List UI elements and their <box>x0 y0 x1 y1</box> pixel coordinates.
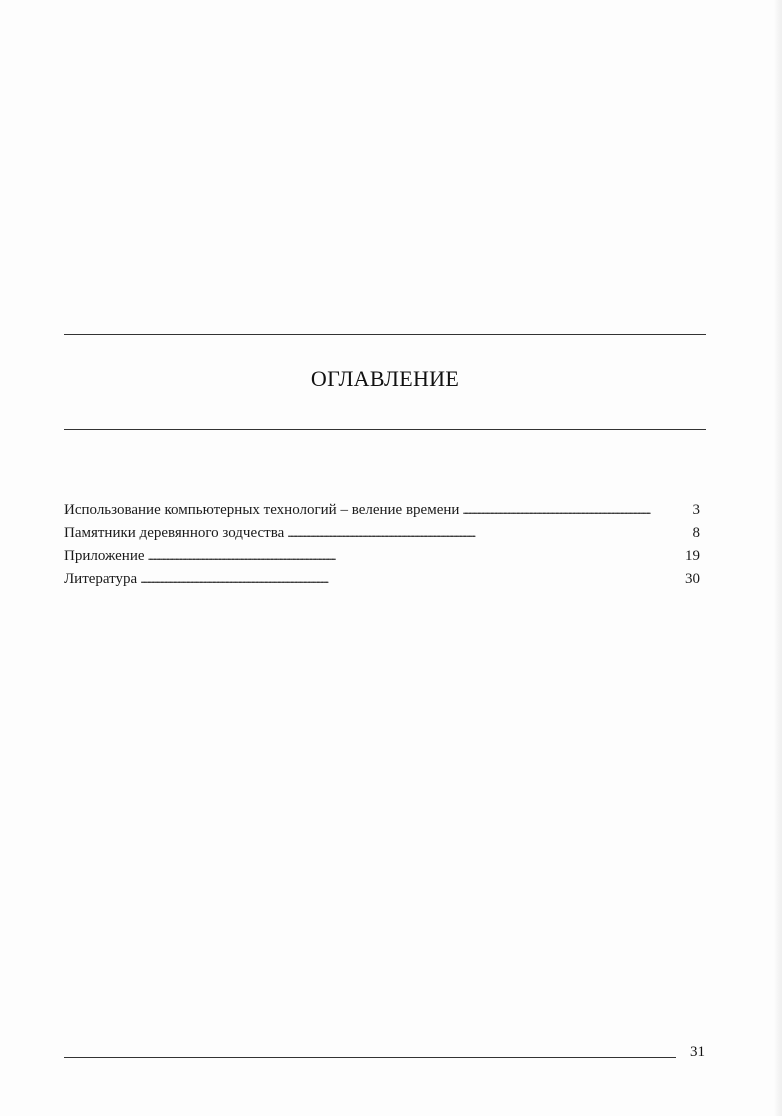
toc-entry-page: 3 <box>692 502 700 518</box>
toc-dot-leader <box>462 498 683 522</box>
toc-entry-title: Памятники деревянного зодчества <box>64 525 285 541</box>
toc-entry[interactable] <box>64 521 700 544</box>
toc-entry[interactable] <box>64 498 700 521</box>
footer-divider <box>64 1057 676 1058</box>
page-number: 31 <box>690 1044 705 1060</box>
toc-entry[interactable] <box>64 567 700 590</box>
toc-entry-title: Литература <box>64 571 138 587</box>
toc-entry-title: Приложение <box>64 548 145 564</box>
top-divider <box>64 334 706 335</box>
toc-entry-title: Использование компьютерных технологий – веление времени <box>64 502 460 518</box>
toc-entry[interactable] <box>64 544 700 567</box>
toc-entry-page: 30 <box>685 571 700 587</box>
page-title: ОГЛАВЛЕНИЕ <box>310 366 460 391</box>
toc-entry-page: 8 <box>692 525 700 541</box>
toc-dot-leader <box>140 567 682 591</box>
page-edge-shadow <box>774 0 782 1116</box>
table-of-contents <box>64 498 700 590</box>
toc-dot-leader <box>148 544 682 568</box>
toc-entry-page: 19 <box>685 548 700 564</box>
title-divider <box>64 429 706 430</box>
toc-dot-leader <box>287 521 683 545</box>
